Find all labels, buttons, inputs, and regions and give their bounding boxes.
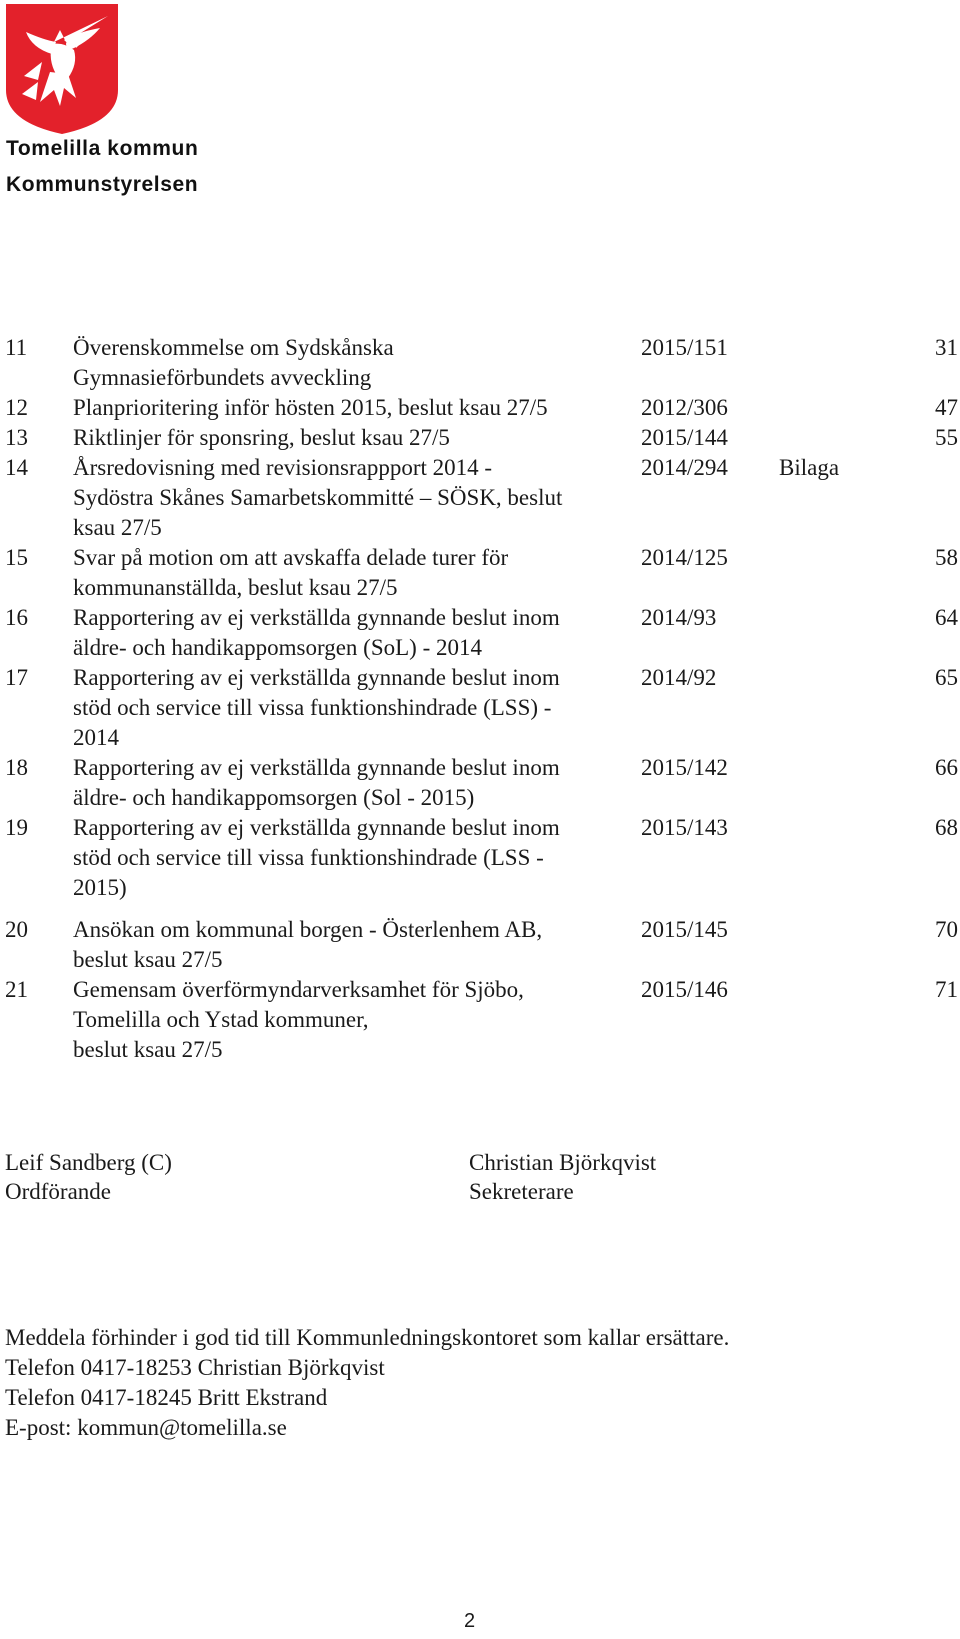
agenda-item-title-line: Rapportering av ej verkställda gynnande beslut inom <box>73 815 560 840</box>
absence-notice: Meddela förhinder i god tid till Kommunledningskontoret som kallar ersättare. <box>5 1325 730 1350</box>
agenda-item-number: 20 <box>5 917 28 942</box>
agenda-item-title-line: Gymnasieförbundets avveckling <box>73 365 372 390</box>
agenda-item-title-line: stöd och service till vissa funktionshindrade (LSS - <box>73 845 544 870</box>
agenda-item-number: 13 <box>5 425 28 450</box>
agenda-item-diary-number: 2015/142 <box>641 755 728 780</box>
agenda-item-title-line: Sydöstra Skånes Samarbetskommitté – SÖSK, beslut <box>73 485 563 510</box>
agenda-item-number: 19 <box>5 815 28 840</box>
agenda-item-title-line: Planprioritering inför hösten 2015, beslut ksau 27/5 <box>73 395 548 420</box>
agenda-item-title-line: kommunanställda, beslut ksau 27/5 <box>73 575 398 600</box>
agenda-item-title <box>73 915 633 975</box>
agenda-item-title-line: Rapportering av ej verkställda gynnande beslut inom <box>73 755 560 780</box>
tomelilla-coat-of-arms-icon <box>4 2 120 136</box>
agenda-item-title <box>73 813 633 903</box>
agenda-item-page: 47 <box>935 395 958 420</box>
agenda-item-page: 71 <box>935 977 958 1002</box>
agenda-item-page: 58 <box>935 545 958 570</box>
agenda-item-diary-number: 2014/125 <box>641 545 728 570</box>
agenda-item-diary-number: 2015/151 <box>641 335 728 360</box>
agenda-item-page: 70 <box>935 917 958 942</box>
agenda-item-diary-number: 2014/93 <box>641 605 717 630</box>
agenda-item-title-line: Svar på motion om att avskaffa delade turer för <box>73 545 509 570</box>
agenda-item-title-line: beslut ksau 27/5 <box>73 1037 223 1062</box>
agenda-item-title-line: 2014 <box>73 725 119 750</box>
agenda-item-title-line: Årsredovisning med revisionsrappport 2014 - <box>73 455 493 480</box>
agenda-item-number: 17 <box>5 665 28 690</box>
agenda-item-title-line: äldre- och handikappomsorgen (Sol - 2015) <box>73 785 475 810</box>
agenda-item-title-line: Överenskommelse om Sydskånska <box>73 335 394 360</box>
phone-christian: Telefon 0417-18253 Christian Björkqvist <box>5 1355 385 1380</box>
agenda-item-title-line: 2015) <box>73 875 127 900</box>
agenda-item-title <box>73 333 633 393</box>
agenda-item-title-line: stöd och service till vissa funktionshindrade (LSS) - <box>73 695 552 720</box>
agenda-item-title <box>73 423 633 453</box>
agenda-item-diary-number: 2014/294 <box>641 455 728 480</box>
agenda-item-title <box>73 603 633 663</box>
agenda-item-diary-number: 2012/306 <box>641 395 728 420</box>
page-number: 2 <box>464 1610 476 1632</box>
email-address: E-post: kommun@tomelilla.se <box>5 1415 287 1440</box>
agenda-item-page: 31 <box>935 335 958 360</box>
agenda-item-title <box>73 543 633 603</box>
agenda-item-attachment: Bilaga <box>779 455 840 480</box>
agenda-item-diary-number: 2015/146 <box>641 977 728 1002</box>
agenda-item-title-line: Gemensam överförmyndarverksamhet för Sjöbo, <box>73 977 524 1002</box>
agenda-item-title-line: beslut ksau 27/5 <box>73 947 223 972</box>
agenda-item-title <box>73 393 633 423</box>
agenda-item-title-line: Ansökan om kommunal borgen - Österlenhem AB, <box>73 917 543 942</box>
agenda-item-page: 55 <box>935 425 958 450</box>
agenda-item-number: 14 <box>5 455 28 480</box>
organization-name: Tomelilla kommun <box>6 137 199 160</box>
agenda-item-number: 18 <box>5 755 28 780</box>
phone-britt: Telefon 0417-18245 Britt Ekstrand <box>5 1385 328 1410</box>
agenda-item-title <box>73 975 633 1065</box>
secretary-name: Christian Björkqvist <box>469 1150 657 1175</box>
agenda-item-number: 12 <box>5 395 28 420</box>
agenda-item-number: 11 <box>5 335 28 360</box>
agenda-item-diary-number: 2015/145 <box>641 917 728 942</box>
agenda-item-diary-number: 2015/144 <box>641 425 728 450</box>
agenda-item-title-line: Riktlinjer för sponsring, beslut ksau 27/5 <box>73 425 450 450</box>
agenda-item-title <box>73 663 633 753</box>
agenda-item-number: 21 <box>5 977 28 1002</box>
agenda-item-title-line: Rapportering av ej verkställda gynnande beslut inom <box>73 665 560 690</box>
agenda-item-number: 15 <box>5 545 28 570</box>
agenda-item-page: 68 <box>935 815 958 840</box>
chair-name: Leif Sandberg (C) <box>5 1150 172 1175</box>
agenda-item-title-line: Rapportering av ej verkställda gynnande beslut inom <box>73 605 560 630</box>
agenda-item-title-line: ksau 27/5 <box>73 515 162 540</box>
agenda-item-diary-number: 2014/92 <box>641 665 717 690</box>
agenda-item-page: 64 <box>935 605 958 630</box>
agenda-item-title-line: äldre- och handikappomsorgen (SoL) - 2014 <box>73 635 483 660</box>
agenda-item-title <box>73 753 633 813</box>
agenda-item-page: 65 <box>935 665 958 690</box>
agenda-item-diary-number: 2015/143 <box>641 815 728 840</box>
agenda-item-page: 66 <box>935 755 958 780</box>
agenda-item-number: 16 <box>5 605 28 630</box>
agenda-item-title-line: Tomelilla och Ystad kommuner, <box>73 1007 369 1032</box>
chair-role: Ordförande <box>5 1179 112 1204</box>
department-name: Kommunstyrelsen <box>6 173 199 196</box>
agenda-item-title <box>73 453 633 543</box>
secretary-role: Sekreterare <box>469 1179 574 1204</box>
